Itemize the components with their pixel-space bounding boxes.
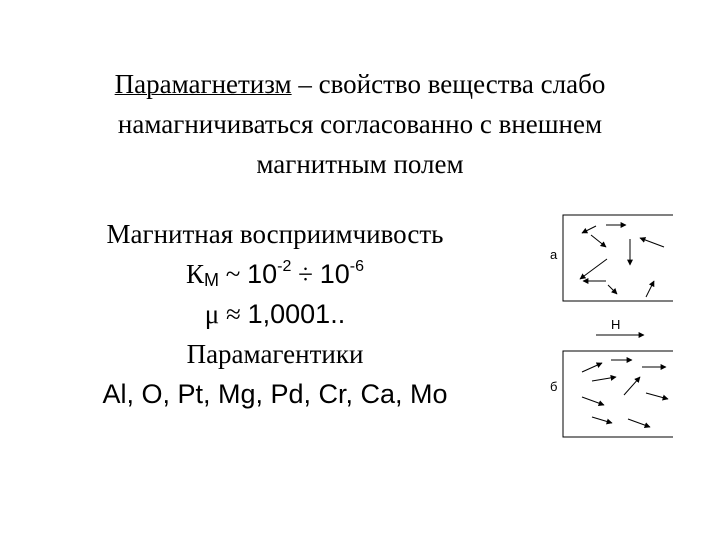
moment-arrow (646, 393, 668, 399)
moment-arrow (640, 238, 664, 247)
susceptibility-label: Магнитная восприимчивость (106, 219, 444, 249)
moment-arrow (646, 281, 654, 297)
k-subscript: М (204, 270, 219, 290)
k-base-1: 10 (247, 259, 278, 289)
title-line-1 (40, 64, 680, 104)
mu-value: 1,0001.. (247, 299, 346, 329)
panel-a-label: а (550, 247, 558, 262)
panel-a-frame (563, 215, 673, 301)
moment-arrow (580, 259, 607, 279)
k-divide-sign: ÷ (291, 259, 320, 289)
k-approx-sign: ~ (219, 259, 248, 289)
moment-arrow (582, 397, 604, 405)
title-term: Парамагнетизм (114, 69, 292, 99)
permeability-formula (40, 294, 510, 334)
moment-arrow (591, 235, 606, 247)
k-symbol: К (185, 259, 204, 289)
k-exponent-2: -6 (349, 258, 364, 275)
slide-body (40, 214, 510, 414)
magnetic-moments-diagram (536, 205, 686, 445)
elements-list: Al, O, Pt, Mg, Pd, Cr, Ca, Mo (102, 379, 448, 409)
title-line-2: намагничиваться согласованно с внешнем (117, 109, 603, 139)
panel-b-frame (563, 351, 673, 437)
mu-symbol: μ (204, 299, 220, 329)
paramagnets-label: Парамагентики (186, 339, 364, 369)
field-label: Н (611, 317, 621, 332)
slide-title (40, 64, 680, 184)
susceptibility-formula (40, 254, 510, 294)
mu-approx-sign: ≈ (219, 299, 248, 329)
panel-a-arrows (580, 225, 664, 297)
panel-b-arrows (582, 360, 668, 427)
moment-arrow (592, 417, 612, 423)
title-definition: – свойство вещества слабо (291, 69, 606, 99)
moment-arrow (624, 377, 640, 395)
k-base-2: 10 (319, 259, 350, 289)
moment-arrow (628, 419, 650, 427)
moment-arrow (608, 285, 617, 294)
k-exponent-1: -2 (277, 258, 292, 275)
moment-arrow (582, 226, 596, 233)
title-line-3: магнитным полем (256, 149, 464, 179)
moment-arrow (592, 377, 616, 381)
moment-arrow (582, 363, 602, 372)
panel-b-label: б (550, 379, 558, 394)
